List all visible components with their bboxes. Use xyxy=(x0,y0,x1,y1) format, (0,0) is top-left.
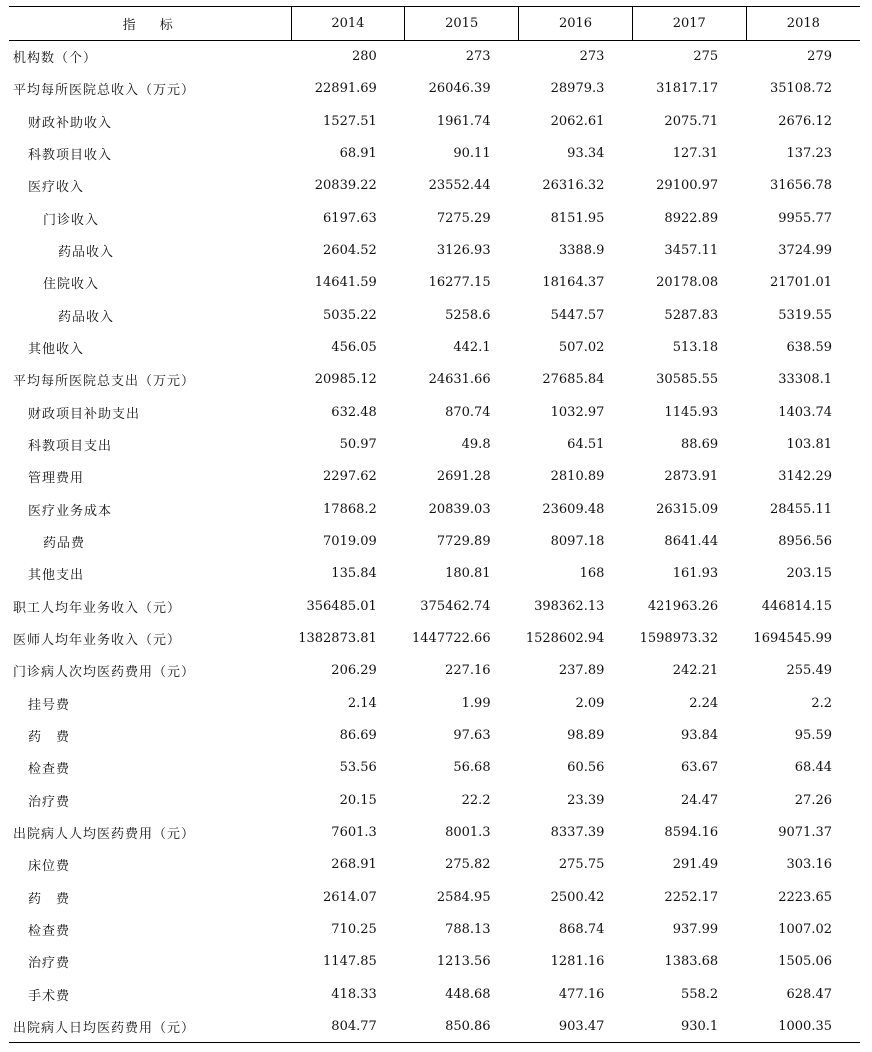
table-row xyxy=(9,170,860,202)
row-label: 检查费 xyxy=(28,924,71,940)
value-cell: 1694545.99 xyxy=(753,631,832,647)
value-cell: 28455.11 xyxy=(769,501,832,517)
row-label: 科教项目支出 xyxy=(28,439,113,455)
value-cell: 137.23 xyxy=(786,146,832,162)
value-cell: 421963.26 xyxy=(647,598,719,614)
header-year: 2015 xyxy=(405,7,519,41)
header-row xyxy=(9,7,860,41)
value-cell: 280 xyxy=(351,49,377,65)
table-row xyxy=(9,784,860,816)
value-cell: 804.77 xyxy=(291,1010,405,1042)
value-cell: 20985.12 xyxy=(314,372,377,388)
value-cell: 275.75 xyxy=(558,857,605,873)
value-cell: 275.82 xyxy=(445,857,491,873)
value-cell: 7019.09 xyxy=(323,534,377,550)
table-row xyxy=(9,558,860,590)
value-cell: 168 xyxy=(579,566,605,582)
table-row xyxy=(9,849,860,881)
value-cell: 203.15 xyxy=(786,566,832,582)
value-cell: 2691.28 xyxy=(436,469,491,485)
value-cell: 2614.07 xyxy=(323,889,377,905)
value-cell: 937.99 xyxy=(672,922,719,938)
value-cell: 279 xyxy=(807,49,832,65)
value-cell: 22891.69 xyxy=(314,81,377,97)
value-cell: 63.67 xyxy=(680,760,719,776)
value-cell: 26046.39 xyxy=(428,81,491,97)
value-cell: 97.63 xyxy=(453,728,491,744)
value-cell: 456.05 xyxy=(331,340,377,356)
value-cell: 1447722.66 xyxy=(412,631,491,647)
row-label: 门诊收入 xyxy=(43,212,100,228)
row-label: 管理费用 xyxy=(28,471,85,487)
value-cell: 8337.39 xyxy=(550,825,605,841)
table-row xyxy=(9,525,860,557)
header-year: 2018 xyxy=(746,7,860,41)
value-cell: 850.86 xyxy=(405,1010,519,1042)
table-row xyxy=(9,1010,860,1042)
table-row xyxy=(9,752,860,784)
value-cell: 93.84 xyxy=(680,728,719,744)
row-label: 挂号费 xyxy=(28,697,71,713)
value-cell: 8641.44 xyxy=(664,534,719,550)
value-cell: 27.26 xyxy=(794,792,832,808)
table-row xyxy=(9,234,860,266)
value-cell: 2810.89 xyxy=(550,469,605,485)
value-cell: 49.8 xyxy=(461,437,491,453)
header-year: 2017 xyxy=(632,7,746,41)
table-row xyxy=(9,687,860,719)
value-cell: 275 xyxy=(693,49,719,65)
value-cell: 23.39 xyxy=(567,792,605,808)
row-label: 平均每所医院总收入（万元） xyxy=(13,83,196,99)
value-cell: 88.69 xyxy=(680,437,719,453)
value-cell: 31656.78 xyxy=(769,178,832,194)
row-label: 财政项目补助支出 xyxy=(28,406,141,422)
value-cell: 135.84 xyxy=(331,566,377,582)
value-cell: 56.68 xyxy=(453,760,491,776)
value-cell: 21701.01 xyxy=(769,275,832,291)
row-label: 出院病人人均医药费用（元） xyxy=(13,827,196,843)
value-cell: 7601.3 xyxy=(331,825,377,841)
table-row xyxy=(9,202,860,234)
value-cell: 2873.91 xyxy=(664,469,719,485)
value-cell: 8097.18 xyxy=(550,534,605,550)
row-label: 治疗费 xyxy=(28,794,71,810)
table-row xyxy=(9,41,860,73)
value-cell: 17868.2 xyxy=(323,501,377,517)
row-label: 职工人均年业务收入（元） xyxy=(13,600,182,616)
table-row xyxy=(9,105,860,137)
value-cell: 8922.89 xyxy=(664,210,719,226)
value-cell: 418.33 xyxy=(331,986,377,1002)
value-cell: 20.15 xyxy=(339,792,377,808)
value-cell: 7275.29 xyxy=(436,210,491,226)
row-label: 出院病人日均医药费用（元） xyxy=(9,1010,291,1042)
value-cell: 8151.95 xyxy=(550,210,605,226)
value-cell: 24.47 xyxy=(680,792,719,808)
value-cell: 14641.59 xyxy=(314,275,377,291)
value-cell: 86.69 xyxy=(339,728,377,744)
value-cell: 161.93 xyxy=(672,566,719,582)
value-cell: 95.59 xyxy=(794,728,832,744)
row-label: 其他支出 xyxy=(28,568,85,584)
header-year: 2016 xyxy=(519,7,633,41)
value-cell: 870.74 xyxy=(445,404,491,420)
value-cell: 638.59 xyxy=(786,340,832,356)
value-cell: 5447.57 xyxy=(550,307,605,323)
row-label: 机构数（个） xyxy=(13,51,98,67)
value-cell: 5319.55 xyxy=(778,307,832,323)
value-cell: 6197.63 xyxy=(323,210,377,226)
value-cell: 2.24 xyxy=(689,695,719,711)
table-row xyxy=(9,493,860,525)
value-cell: 227.16 xyxy=(445,663,491,679)
value-cell: 5287.83 xyxy=(664,307,719,323)
value-cell: 237.89 xyxy=(558,663,605,679)
value-cell: 268.91 xyxy=(331,857,377,873)
table-row xyxy=(9,978,860,1010)
value-cell: 24631.66 xyxy=(428,372,491,388)
value-cell: 28979.3 xyxy=(550,81,605,97)
value-cell: 2297.62 xyxy=(323,469,377,485)
row-label: 手术费 xyxy=(28,988,71,1004)
table-row xyxy=(9,331,860,363)
value-cell: 1382873.81 xyxy=(298,631,377,647)
value-cell: 26316.32 xyxy=(542,178,605,194)
value-cell: 2.09 xyxy=(575,695,605,711)
value-cell: 632.48 xyxy=(331,404,377,420)
value-cell: 628.47 xyxy=(786,986,832,1002)
value-cell: 9071.37 xyxy=(778,825,832,841)
table-row xyxy=(9,946,860,978)
row-label: 医疗业务成本 xyxy=(28,503,113,519)
row-label: 治疗费 xyxy=(28,956,71,972)
table-row xyxy=(9,364,860,396)
table-row xyxy=(9,655,860,687)
value-cell: 8956.56 xyxy=(778,534,832,550)
value-cell: 98.89 xyxy=(567,728,605,744)
header-year: 2014 xyxy=(291,7,405,41)
row-label: 医师人均年业务收入（元） xyxy=(13,633,182,649)
row-label: 其他收入 xyxy=(28,342,85,358)
value-cell: 22.2 xyxy=(461,792,491,808)
value-cell: 1403.74 xyxy=(778,404,832,420)
value-cell: 1383.68 xyxy=(664,954,719,970)
value-cell: 29100.97 xyxy=(656,178,719,194)
value-cell: 20839.03 xyxy=(428,501,491,517)
table-row xyxy=(9,428,860,460)
value-cell: 291.49 xyxy=(672,857,719,873)
row-label: 门诊病人次均医药费用（元） xyxy=(13,665,196,681)
value-cell: 3126.93 xyxy=(436,243,491,259)
value-cell: 930.1 xyxy=(632,1010,746,1042)
row-label: 住院收入 xyxy=(43,277,100,293)
value-cell: 7729.89 xyxy=(436,534,491,550)
table-row xyxy=(9,461,860,493)
value-cell: 90.11 xyxy=(453,146,491,162)
row-label: 床位费 xyxy=(28,859,71,875)
value-cell: 903.47 xyxy=(519,1010,633,1042)
value-cell: 8001.3 xyxy=(445,825,491,841)
value-cell: 1213.56 xyxy=(436,954,491,970)
value-cell: 5035.22 xyxy=(323,307,377,323)
value-cell: 31817.17 xyxy=(656,81,719,97)
row-label: 检查费 xyxy=(28,762,71,778)
row-label: 药品收入 xyxy=(58,309,115,325)
header-indicator: 指 标 xyxy=(9,7,291,41)
value-cell: 68.44 xyxy=(794,760,832,776)
value-cell: 356485.01 xyxy=(306,598,377,614)
value-cell: 5258.6 xyxy=(445,307,491,323)
value-cell: 8594.16 xyxy=(664,825,719,841)
value-cell: 1.99 xyxy=(461,695,491,711)
value-cell: 507.02 xyxy=(558,340,605,356)
table-row xyxy=(9,590,860,622)
table-row xyxy=(9,622,860,654)
value-cell: 1528602.94 xyxy=(525,631,605,647)
value-cell: 68.91 xyxy=(339,146,377,162)
value-cell: 206.29 xyxy=(331,663,377,679)
value-cell: 3724.99 xyxy=(778,243,832,259)
value-cell: 2062.61 xyxy=(550,113,605,129)
value-cell: 513.18 xyxy=(672,340,719,356)
row-label: 财政补助收入 xyxy=(28,115,113,131)
value-cell: 16277.15 xyxy=(428,275,491,291)
value-cell: 3457.11 xyxy=(664,243,719,259)
value-cell: 2.2 xyxy=(811,695,832,711)
value-cell: 3142.29 xyxy=(778,469,832,485)
value-cell: 2223.65 xyxy=(778,889,832,905)
value-cell: 2584.95 xyxy=(436,889,491,905)
value-cell: 53.56 xyxy=(339,760,377,776)
table-header xyxy=(9,7,860,41)
value-cell: 1147.85 xyxy=(323,954,377,970)
value-cell: 27685.84 xyxy=(542,372,605,388)
table-row xyxy=(9,299,860,331)
value-cell: 477.16 xyxy=(558,986,605,1002)
table-body xyxy=(9,41,860,1043)
value-cell: 1000.35 xyxy=(746,1010,860,1042)
value-cell: 1281.16 xyxy=(550,954,605,970)
value-cell: 303.16 xyxy=(786,857,832,873)
table-row xyxy=(9,913,860,945)
value-cell: 1007.02 xyxy=(778,922,832,938)
row-label: 药 费 xyxy=(28,730,71,746)
value-cell: 788.13 xyxy=(445,922,491,938)
table-row xyxy=(9,137,860,169)
table-row xyxy=(9,719,860,751)
value-cell: 710.25 xyxy=(331,922,377,938)
value-cell: 1961.74 xyxy=(436,113,491,129)
row-label: 药 费 xyxy=(28,891,71,907)
table-row xyxy=(9,816,860,848)
value-cell: 398362.13 xyxy=(534,598,605,614)
row-label: 药品费 xyxy=(43,536,86,552)
value-cell: 9955.77 xyxy=(778,210,832,226)
value-cell: 23609.48 xyxy=(542,501,605,517)
value-cell: 1032.97 xyxy=(550,404,605,420)
table-row xyxy=(9,396,860,428)
table-row xyxy=(9,881,860,913)
value-cell: 30585.55 xyxy=(656,372,719,388)
row-label: 平均每所医院总支出（万元） xyxy=(13,374,196,390)
value-cell: 1527.51 xyxy=(323,113,377,129)
value-cell: 180.81 xyxy=(445,566,491,582)
value-cell: 50.97 xyxy=(339,437,377,453)
value-cell: 2676.12 xyxy=(778,113,832,129)
value-cell: 1145.93 xyxy=(664,404,719,420)
value-cell: 255.49 xyxy=(786,663,832,679)
value-cell: 273 xyxy=(465,49,491,65)
value-cell: 33308.1 xyxy=(778,372,832,388)
value-cell: 868.74 xyxy=(558,922,605,938)
value-cell: 64.51 xyxy=(567,437,605,453)
value-cell: 442.1 xyxy=(453,340,491,356)
value-cell: 3388.9 xyxy=(558,243,605,259)
value-cell: 375462.74 xyxy=(420,598,491,614)
value-cell: 2.14 xyxy=(347,695,377,711)
value-cell: 2252.17 xyxy=(664,889,719,905)
value-cell: 60.56 xyxy=(567,760,605,776)
value-cell: 446814.15 xyxy=(761,598,832,614)
value-cell: 1505.06 xyxy=(778,954,832,970)
value-cell: 2500.42 xyxy=(550,889,605,905)
value-cell: 26315.09 xyxy=(656,501,719,517)
value-cell: 103.81 xyxy=(786,437,832,453)
value-cell: 2604.52 xyxy=(323,243,377,259)
value-cell: 35108.72 xyxy=(769,81,832,97)
value-cell: 20839.22 xyxy=(314,178,377,194)
value-cell: 18164.37 xyxy=(542,275,605,291)
table-row xyxy=(9,73,860,105)
value-cell: 448.68 xyxy=(445,986,491,1002)
value-cell: 23552.44 xyxy=(428,178,491,194)
value-cell: 242.21 xyxy=(672,663,719,679)
value-cell: 2075.71 xyxy=(664,113,719,129)
row-label: 药品收入 xyxy=(58,245,115,261)
value-cell: 127.31 xyxy=(672,146,719,162)
value-cell: 273 xyxy=(579,49,605,65)
row-label: 科教项目收入 xyxy=(28,148,113,164)
statistics-table xyxy=(9,6,860,1043)
value-cell: 20178.08 xyxy=(656,275,719,291)
value-cell: 93.34 xyxy=(567,146,605,162)
row-label: 医疗收入 xyxy=(28,180,85,196)
table-row xyxy=(9,267,860,299)
value-cell: 1598973.32 xyxy=(639,631,719,647)
value-cell: 558.2 xyxy=(680,986,719,1002)
